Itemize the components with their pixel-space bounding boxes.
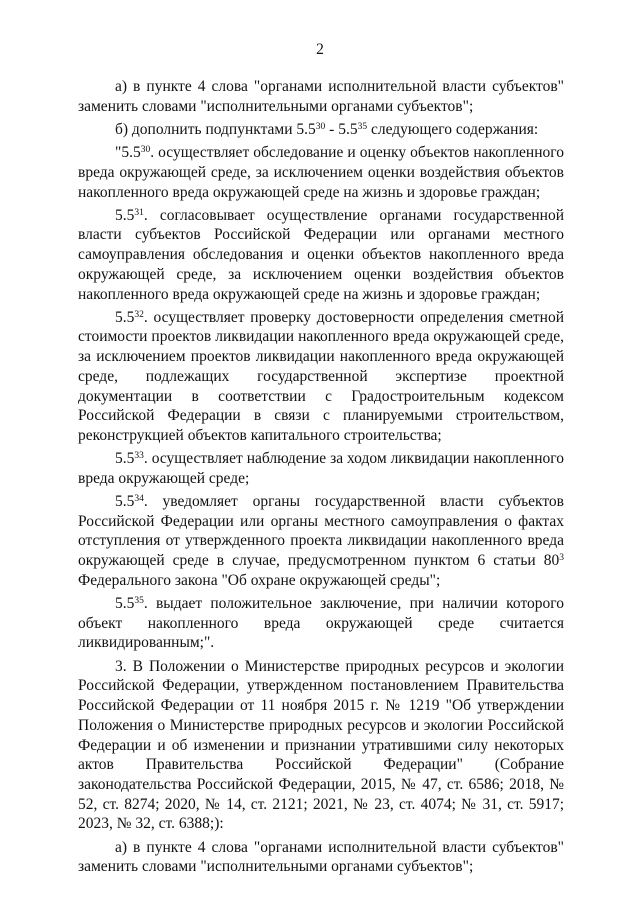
paragraph-text: . осуществляет наблюдение за ходом ликвидации накопленного вреда окружающей среде; (78, 450, 564, 487)
paragraph-text: . уведомляет органы государственной власти субъектов Российской Федерации или органы местного самоуправления о фактах отступления от утвержденного проекта ликвидации накопленного вреда окружающей среде в случае, предусмотренном пунктом 6 статьи 80 (78, 493, 564, 570)
paragraph-point-3: 3. В Положении о Министерстве природных ресурсов и экологии Российской Федерации, утвержденном постановлением Правительства Российской Федерации от 11 ноября 2015 г. № 1219 "Об утверждении Положения о Министерстве природных ресурсов и экологии Российской Федерации и об изменении и признании утратившими силу некоторых актов Правительства Российской Федерации" (Собрание законодательства Российской Федерации, 2015, № 47, ст. 6586; 2018, № 52, ст. 8274; 2020, № 14, ст. 2121; 2021, № 23, ст. 4074; № 31, ст. 5917; 2023, № 32, ст. 6388;): (78, 657, 564, 833)
paragraph-item-b (78, 120, 564, 140)
superscript: 30 (140, 145, 151, 156)
paragraph-item-a-second: а) в пункте 4 слова "органами исполнительной власти субъектов" заменить словами "исполнительными органами субъектов"; (78, 838, 564, 876)
subpoint-5-5-34 (78, 492, 564, 591)
paragraph-text: . выдает положительное заключение, при наличии которого объект накопленного вреда окружающей среде считается ликвидированным;". (78, 595, 564, 652)
paragraph-text: . осуществляет обследование и оценку объектов накопленного вреда окружающей среде, за исключением оценки воздействия объектов накопленного вреда окружающей среде на жизнь и здоровье граждан; (78, 144, 564, 201)
paragraph-text: . осуществляет проверку достоверности определения сметной стоимости проектов ликвидации накопленного вреда окружающей среде, за исключением проектов ликвидации накопленного вреда окружающей среде, подлежащих государственной экспертизе проектной документации в соответствии с Градостроительным кодексом Российской Федерации в связи с планируемыми строительством, реконструкцией объектов капитального строительства; (78, 308, 564, 444)
subpoint-number: 5.5 (115, 206, 135, 224)
paragraph-text: Федерального закона "Об охране окружающей среды"; (78, 571, 441, 589)
page-number: 2 (316, 41, 324, 58)
superscript: 34 (134, 494, 144, 505)
subpoint-number: 5.5 (115, 450, 135, 468)
superscript: 32 (134, 309, 144, 320)
superscript: 35 (357, 121, 368, 132)
superscript: 31 (134, 207, 144, 218)
document-body (78, 77, 564, 880)
subpoint-5-5-32 (78, 308, 564, 446)
subpoint-5-5-30 (78, 143, 564, 202)
subpoint-number: "5.5 (115, 144, 141, 162)
superscript: 33 (134, 451, 144, 462)
paragraph-text: б) дополнить подпунктами 5.5 (115, 120, 316, 138)
subpoint-number: 5.5 (115, 493, 135, 511)
paragraph-text: следующего содержания: (367, 120, 539, 138)
paragraph-text: - 5.5 (325, 120, 358, 138)
subpoint-number: 5.5 (115, 308, 135, 326)
superscript: 3 (559, 553, 564, 564)
superscript: 35 (134, 596, 144, 607)
subpoint-5-5-33 (78, 449, 564, 488)
subpoint-5-5-35 (78, 594, 564, 653)
paragraph-text: . согласовывает осуществление органами государственной власти субъектов Российской Федерации или органами местного самоуправления обследования и оценки объектов накопленного вреда окружающей среде, за исключением оценки воздействия объектов накопленного вреда окружающей среде на жизнь и здоровье граждан; (78, 206, 564, 303)
paragraph-item-a-first: а) в пункте 4 слова "органами исполнительной власти субъектов" заменить словами "исполнительными органами субъектов"; (78, 78, 564, 115)
subpoint-5-5-31 (78, 206, 564, 305)
superscript: 30 (315, 121, 326, 132)
subpoint-number: 5.5 (115, 595, 135, 613)
